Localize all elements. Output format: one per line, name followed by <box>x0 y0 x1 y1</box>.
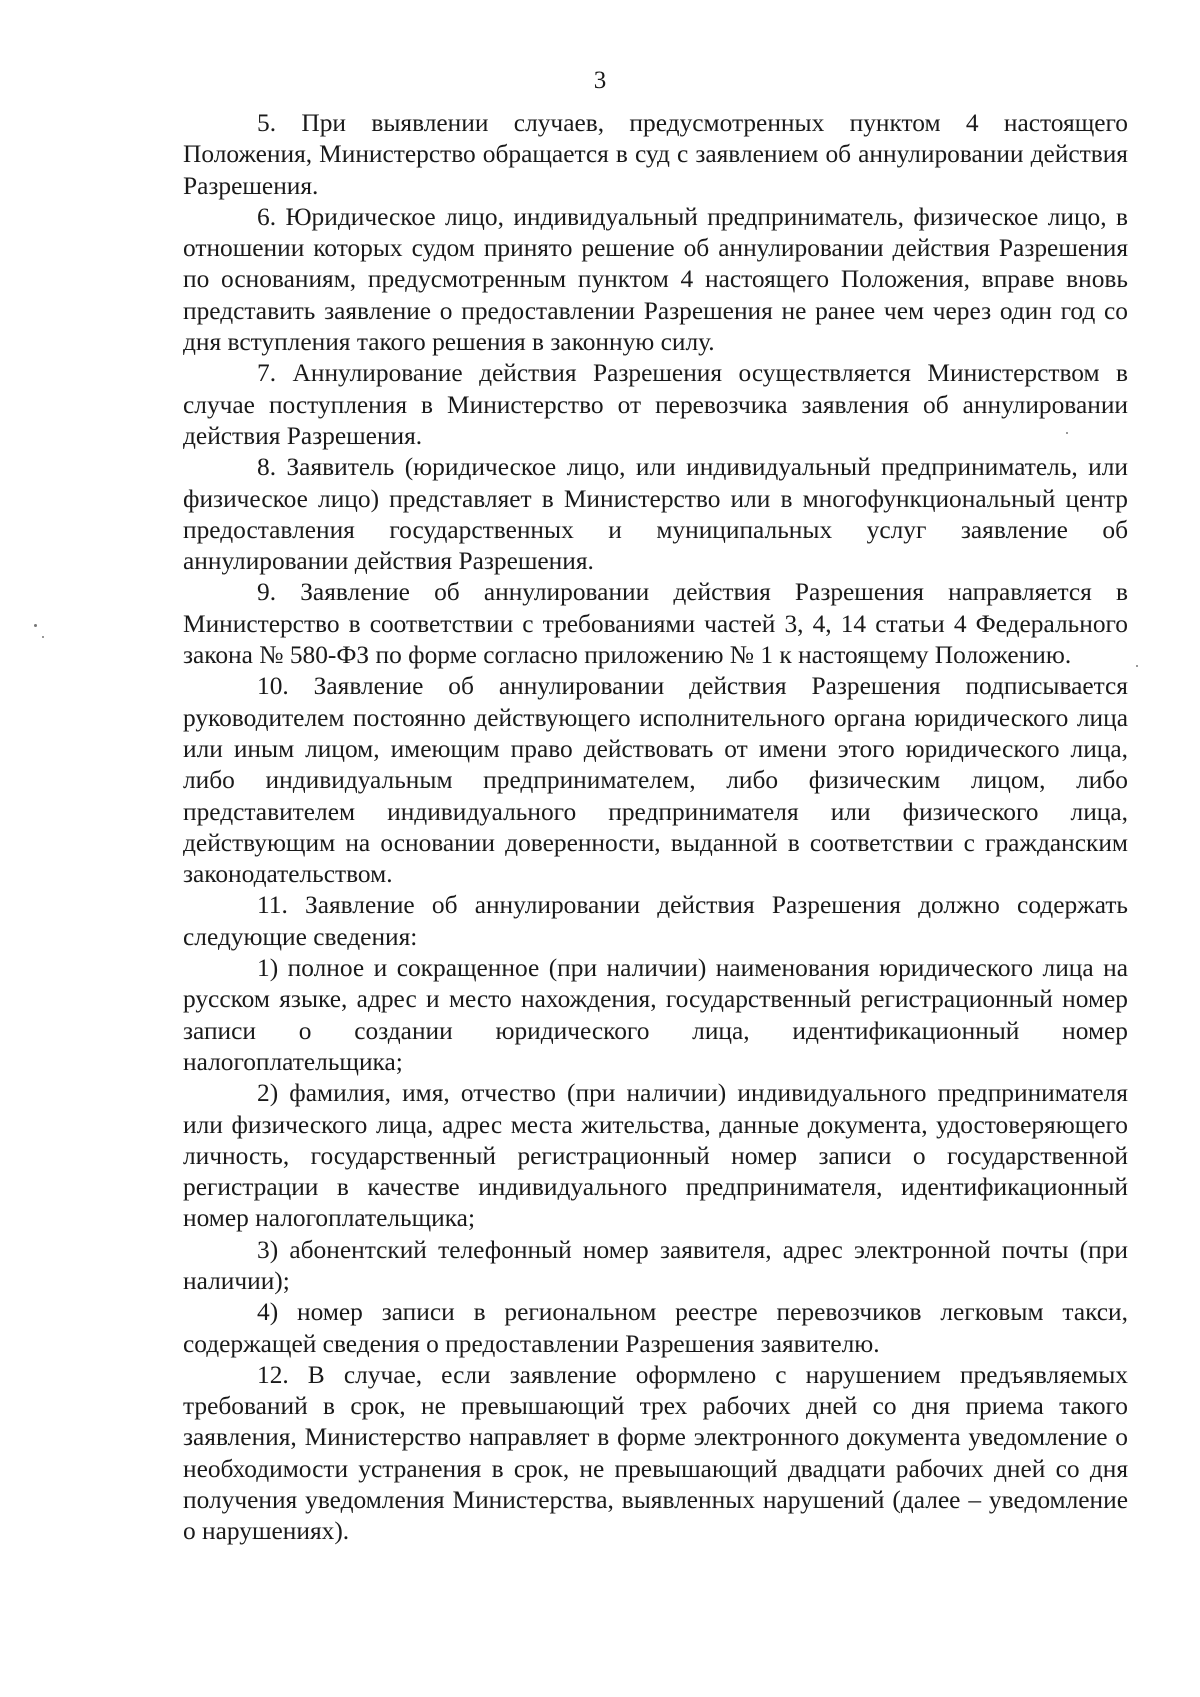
paragraph-7: 7. Аннулирование действия Разрешения осуществляется Министерством в случае поступления в Министерство от перевозчика заявления об аннулировании действия Разрешения. <box>183 359 1128 450</box>
scan-speck <box>42 636 44 638</box>
paragraph-12: 12. В случае, если заявление оформлено с нарушением предъявляемых требований в срок, не превышающий трех рабочих дней со дня приема такого заявления, Министерство направляет в форме электронного документа уведомление о необходимости устранения в срок, не превышающий двадцати рабочих дней со дня получения уведомления Министерства, выявленных нарушений (далее – уведомление о нарушениях). <box>183 1360 1128 1546</box>
list-item-1: 1) полное и сокращенное (при наличии) наименования юридического лица на русском языке, адрес и место нахождения, государственный регистрационный номер записи о создании юридического лица, идентификационный номер налогоплательщика; <box>183 954 1128 1076</box>
paragraph-6: 6. Юридическое лицо, индивидуальный предприниматель, физическое лицо, в отношении которых судом принято решение об аннулировании действия Разрешения по основаниям, предусмотренным пунктом 4 настоящего Положения, вправе вновь представить заявление о предоставлении Разрешения не ранее чем через один год со дня вступления такого решения в законную силу. <box>183 202 1128 357</box>
paragraph-9: 9. Заявление об аннулировании действия Разрешения направляется в Министерство в соответствии с требованиями частей 3, 4, 14 статьи 4 Федерального закона № 580-ФЗ по форме согласно приложению № 1 к настоящему Положению. <box>183 578 1128 670</box>
paragraph-10: 10. Заявление об аннулировании действия Разрешения подписывается руководителем постоянно действующего исполнительного органа юридического лица или иным лицом, имеющим право действовать от имени этого юридического лица, либо индивидуальным предпринимателем, либо физическим лицом, либо представителем индивидуального предпринимателя или физического лица, действующим на основании доверенности, выданной в соответствии с гражданским законодательством. <box>183 672 1128 889</box>
list-item-2: 2) фамилия, имя, отчество (при наличии) индивидуального предпринимателя или физического лица, адрес места жительства, данные документа, удостоверяющего личность, государственный регистрационный номер записи о государственной регистрации в качестве индивидуального предпринимателя, идентификационный номер налогоплательщика; <box>183 1079 1128 1233</box>
list-item-4: 4) номер записи в региональном реестре перевозчиков легковым такси, содержащей сведения о предоставлении Разрешения заявителю. <box>183 1298 1128 1358</box>
paragraph-8: 8. Заявитель (юридическое лицо, или индивидуальный предприниматель, или физическое лицо) представляет в Министерство или в многофункциональный центр предоставления государственных и муниципальных услуг заявление об аннулировании действия Разрешения. <box>183 453 1128 576</box>
document-body <box>183 108 1128 1548</box>
paragraph-5: 5. При выявлении случаев, предусмотренных пунктом 4 настоящего Положения, Министерство обращается в суд с заявлением об аннулировании действия Разрешения. <box>183 109 1128 200</box>
list-item-3: 3) абонентский телефонный номер заявителя, адрес электронной почты (при наличии); <box>183 1235 1128 1295</box>
scan-speck <box>1066 432 1068 434</box>
page-number: 3 <box>593 67 607 94</box>
scan-speck <box>1136 665 1138 667</box>
scan-speck <box>34 624 37 627</box>
paragraph-11: 11. Заявление об аннулировании действия Разрешения должно содержать следующие сведения: <box>183 891 1128 951</box>
